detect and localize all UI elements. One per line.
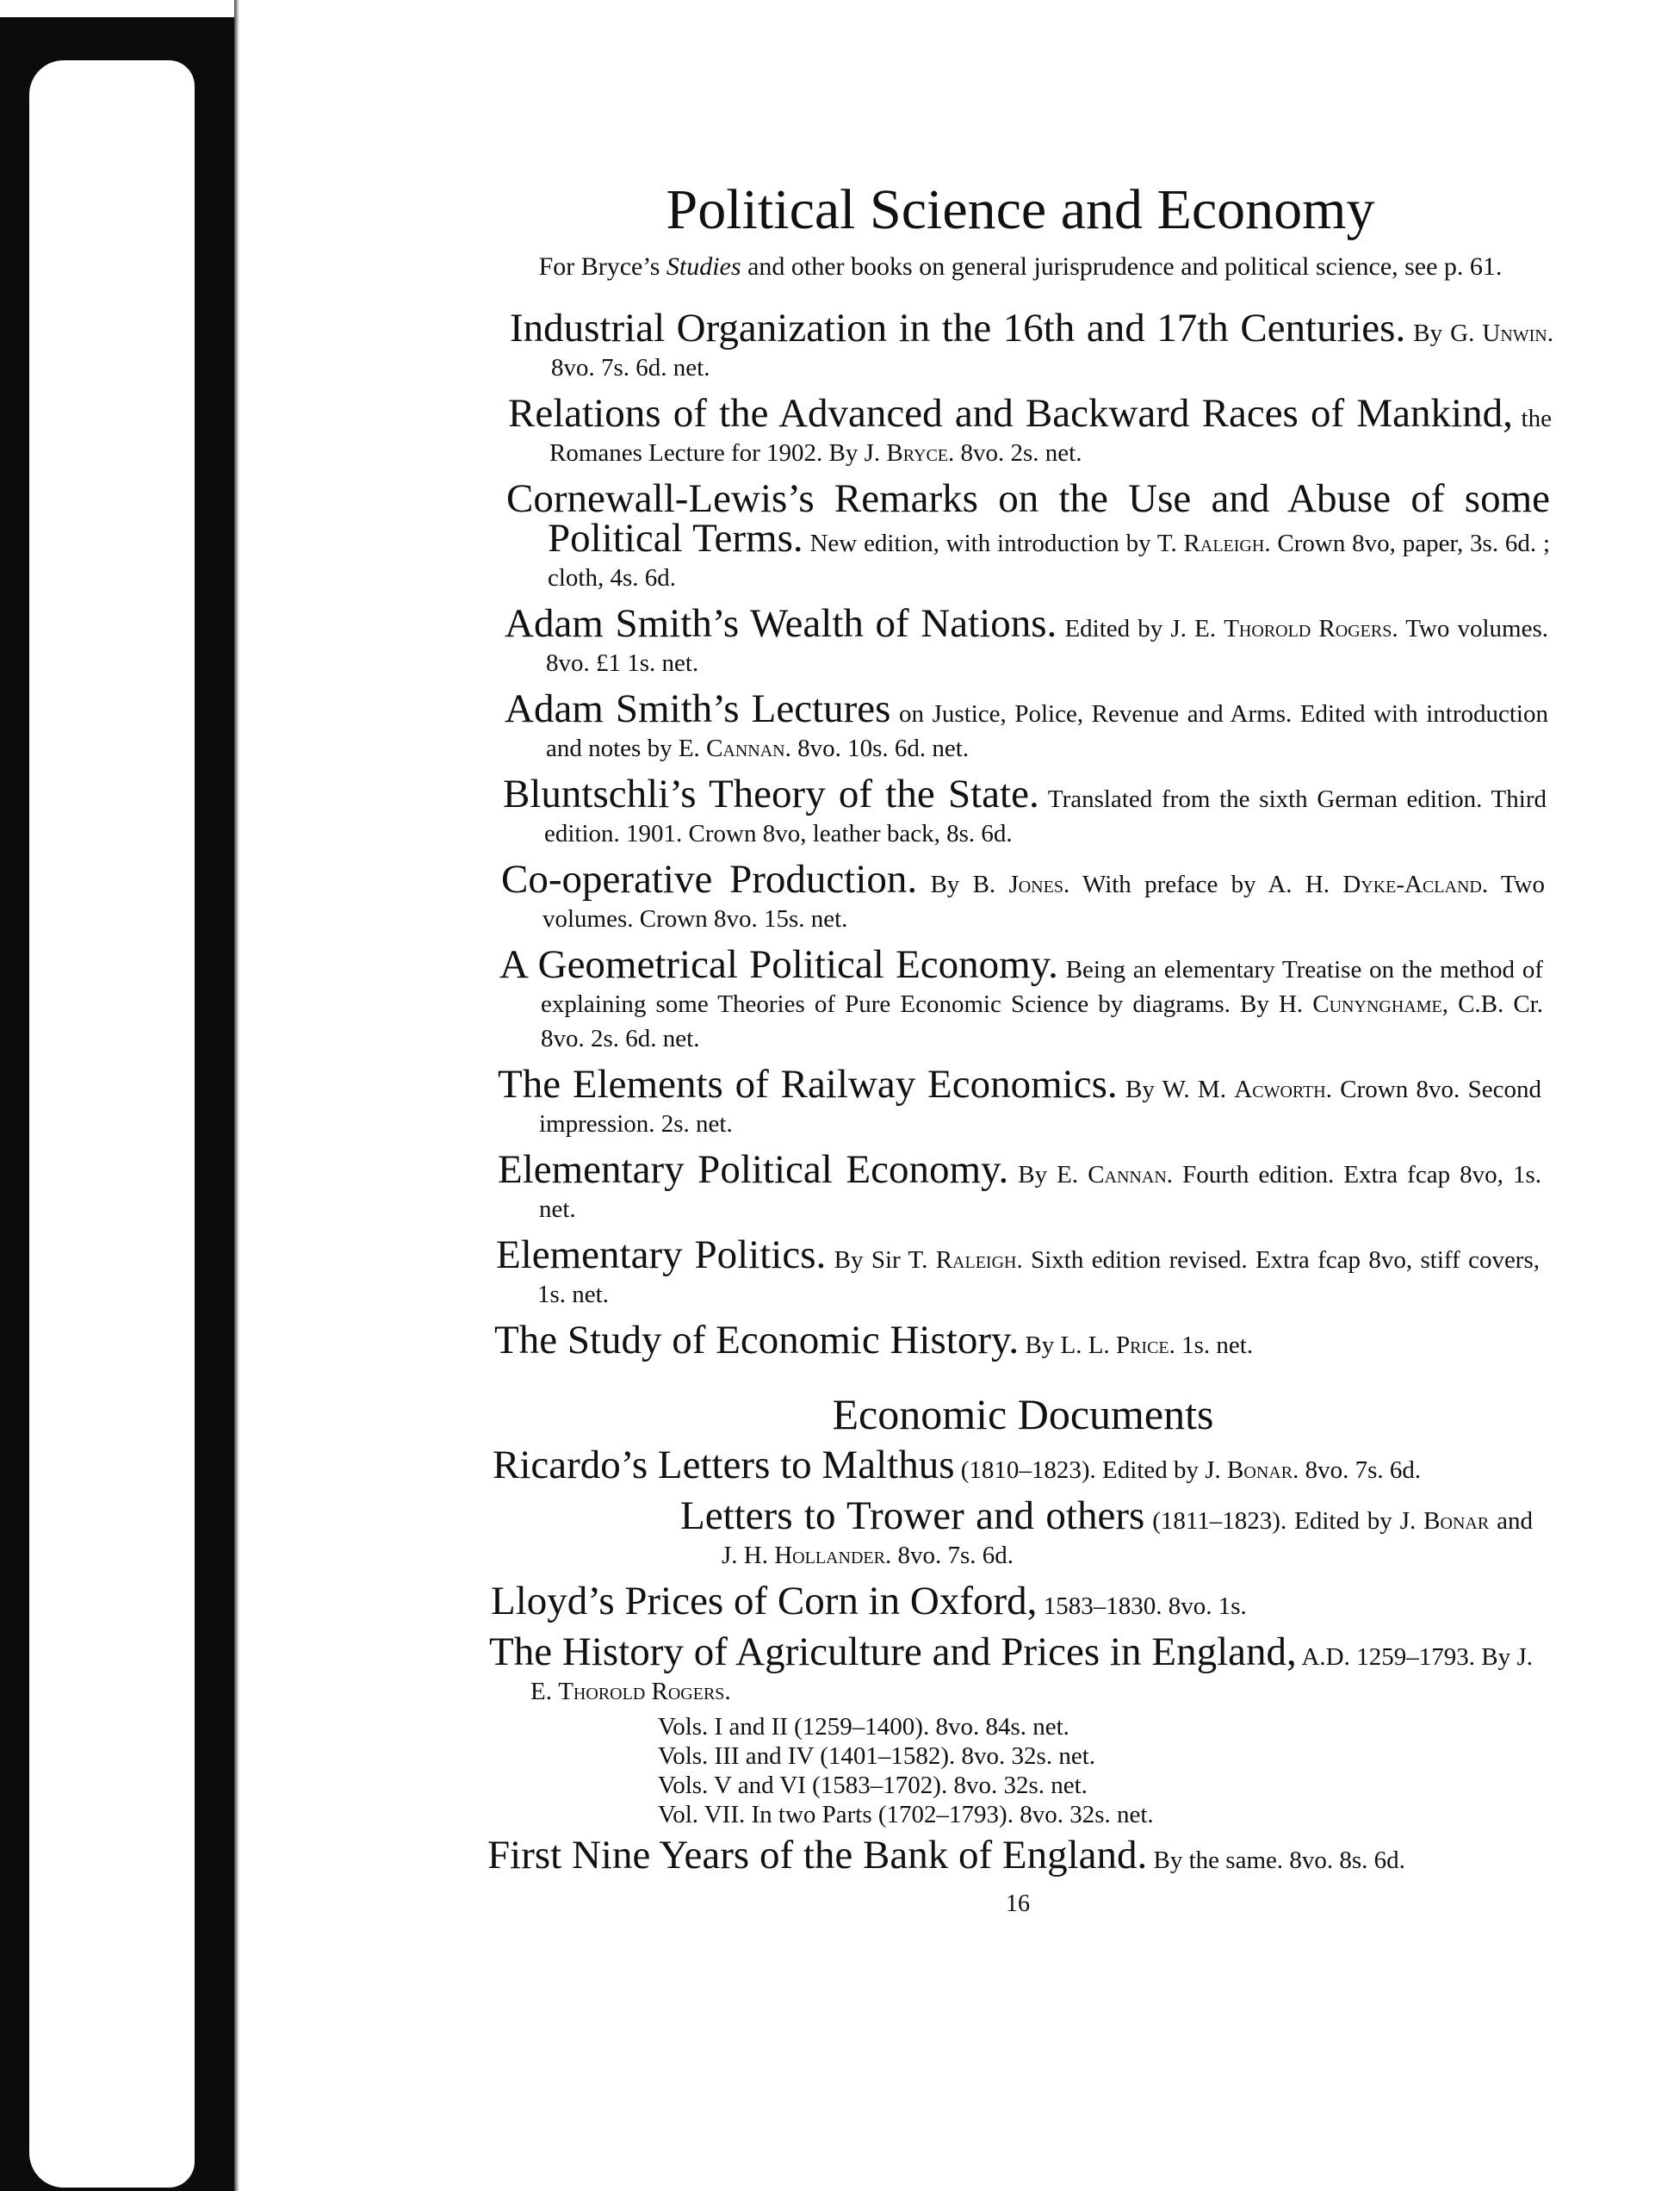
book-details: on Justice, Police, Revenue and Arms. Edited with introduction and notes by E.: [546, 700, 1548, 762]
author-name: Bryce: [886, 439, 949, 467]
catalogue-entry: [506, 476, 1551, 595]
book-details: . Two volumes. 8vo. £1 1s. net.: [546, 615, 1548, 677]
book-title: The History of Agriculture and Prices in England,: [489, 1629, 1297, 1674]
book-details: 1583–1830. 8vo. 1s.: [1037, 1592, 1247, 1620]
book-details: . Sixth edition revised. Extra fcap 8vo, stiff covers, 1s. net.: [537, 1246, 1541, 1308]
catalogue-entry: [494, 1318, 1538, 1362]
author-name: Unwin: [1482, 320, 1547, 347]
book-title: Bluntschli’s Theory of the State.: [503, 772, 1039, 816]
book-details: Being an elementary Treatise on the method of explaining some Theories of Pure Economic Science by diagrams. By H.: [541, 956, 1543, 1018]
author-name: Bonar: [1423, 1507, 1490, 1535]
volume-line: Vols. I and II (1259–1400). 8vo. 84s. net.: [658, 1713, 1069, 1741]
author-name: Raleigh: [1183, 530, 1265, 557]
author-name: Hollander: [774, 1542, 885, 1569]
author-name: Cannan: [706, 735, 785, 762]
book-title: Letters to Trower and others: [680, 1493, 1145, 1538]
book-details: .: [724, 1678, 731, 1705]
cross-reference-note: [525, 251, 1516, 282]
page-number: 16: [1006, 1890, 1030, 1917]
book-details: By the same. 8vo. 8s. 6d.: [1147, 1847, 1405, 1874]
volume-line: Vols. III and IV (1401–1582). 8vo. 32s. net.: [658, 1742, 1095, 1770]
author-name: Cunynghame: [1312, 990, 1442, 1018]
book-details: (1810–1823). Edited by J.: [954, 1456, 1228, 1484]
book-details: By L. L.: [1019, 1331, 1116, 1359]
book-title: Cornewall-Lewis’s Remarks on the Use and Abuse of some Political Terms.: [506, 476, 1550, 561]
book-details: . 8vo. 7s. 6d.: [1293, 1456, 1422, 1484]
catalogue-entry: [496, 1232, 1541, 1312]
book-title: Lloyd’s Prices of Corn in Oxford,: [491, 1579, 1038, 1623]
author-name: Thorold Rogers: [558, 1678, 725, 1705]
book-details: . Crown 8vo, paper, 3s. 6d. ; cloth, 4s. 6d.: [548, 530, 1551, 592]
catalogue-entry: [680, 1493, 1533, 1573]
volume-list: [658, 1712, 1550, 1829]
author-name: Price: [1115, 1331, 1169, 1359]
catalogue-entry: [501, 857, 1546, 936]
book-details: . Crown 8vo. Second impression. 2s. net.: [539, 1076, 1541, 1138]
author-name: Raleigh: [935, 1246, 1017, 1274]
page-edge-shadow: [234, 0, 239, 2191]
catalogue-entry: [498, 1147, 1541, 1226]
book-title: Relations of the Advanced and Backward Races of Mankind,: [508, 391, 1513, 436]
author-name: Bonar: [1227, 1456, 1293, 1484]
book-details: By G.: [1405, 320, 1483, 347]
section-heading-economic-documents: Economic Documents: [832, 1390, 1214, 1438]
book-details: (1811–1823). Edited by J.: [1144, 1507, 1424, 1535]
catalogue-entry: [487, 1833, 1531, 1878]
book-title: Elementary Political Economy.: [498, 1147, 1009, 1192]
book-details: . Fourth edition. Extra fcap 8vo, 1s. net.: [539, 1161, 1541, 1223]
catalogue-entry: [510, 306, 1553, 385]
book-details: . 8vo. 7s. 6d.: [884, 1542, 1014, 1569]
book-title: Co-operative Production.: [501, 857, 918, 902]
catalogue-entry: [508, 391, 1552, 470]
book-details: . Two volumes. Crown 8vo. 15s. net.: [542, 871, 1546, 933]
note-text: For Bryce’s: [538, 252, 666, 281]
catalogue-entry: [498, 1062, 1541, 1141]
book-details: , C.B. Cr. 8vo. 2s. 6d. net.: [541, 990, 1543, 1052]
book-details: By Sir T.: [826, 1246, 936, 1274]
catalogue-entry: [499, 942, 1543, 1056]
book-details: By W. M.: [1117, 1076, 1235, 1103]
catalogue-entry: [505, 686, 1548, 766]
book-details: and J. H.: [722, 1507, 1533, 1569]
author-name: Jones: [1008, 871, 1063, 898]
author-name: Acworth: [1234, 1076, 1326, 1103]
catalogue-entry: [493, 1443, 1536, 1487]
catalogue-column: [487, 306, 1553, 1919]
note-italic-title: Studies: [666, 252, 741, 281]
catalogue-entry: [503, 772, 1547, 851]
book-details: . With preface by A. H.: [1063, 871, 1343, 898]
book-details: . 8vo. 10s. 6d. net.: [784, 735, 970, 762]
book-binding-edge: [0, 17, 234, 2191]
catalogue-entry: [505, 601, 1548, 680]
book-title: Adam Smith’s Wealth of Nations.: [505, 601, 1057, 646]
binding-gutter: [29, 60, 195, 2188]
volume-line: Vols. V and VI (1583–1702). 8vo. 32s. net.: [658, 1772, 1088, 1799]
book-details: the Romanes Lecture for 1902. By J.: [549, 405, 1552, 467]
book-title: The Study of Economic History.: [494, 1318, 1020, 1362]
volume-line: Vol. VII. In two Parts (1702–1793). 8vo. 32s. net.: [658, 1801, 1154, 1828]
book-details: . 8vo. 2s. net.: [948, 439, 1082, 467]
book-details: New edition, with introduction by T.: [803, 530, 1184, 557]
book-title: Ricardo’s Letters to Malthus: [493, 1443, 955, 1487]
book-details: A.D. 1259–1793. By J. E.: [530, 1643, 1533, 1705]
book-title: A Geometrical Political Economy.: [499, 942, 1058, 987]
book-details: Translated from the sixth German edition. Third edition. 1901. Crown 8vo, leather back, 8s. 6d.: [544, 785, 1547, 847]
note-text: and other books on general jurisprudence and political science, see p. 61.: [741, 252, 1503, 281]
book-details: . 1s. net.: [1169, 1331, 1254, 1359]
book-details: By B.: [917, 871, 1009, 898]
book-details: Edited by J. E.: [1057, 615, 1224, 642]
catalogue-entry: [489, 1629, 1533, 1709]
book-title: The Elements of Railway Economics.: [498, 1062, 1118, 1107]
author-name: Dyke-Acland: [1342, 871, 1482, 898]
page-title: Political Science and Economy: [666, 178, 1375, 241]
author-name: Thorold Rogers: [1224, 615, 1392, 642]
book-details: . 8vo. 7s. 6d. net.: [551, 320, 1553, 382]
catalogue-entry: [491, 1579, 1534, 1623]
book-title: Elementary Politics.: [496, 1232, 827, 1277]
author-name: Cannan: [1088, 1161, 1167, 1189]
book-title: Adam Smith’s Lectures: [505, 686, 891, 731]
book-title: Industrial Organization in the 16th and 17th Centuries.: [510, 306, 1406, 351]
book-details: By E.: [1008, 1161, 1088, 1189]
book-title: First Nine Years of the Bank of England.: [487, 1833, 1148, 1878]
